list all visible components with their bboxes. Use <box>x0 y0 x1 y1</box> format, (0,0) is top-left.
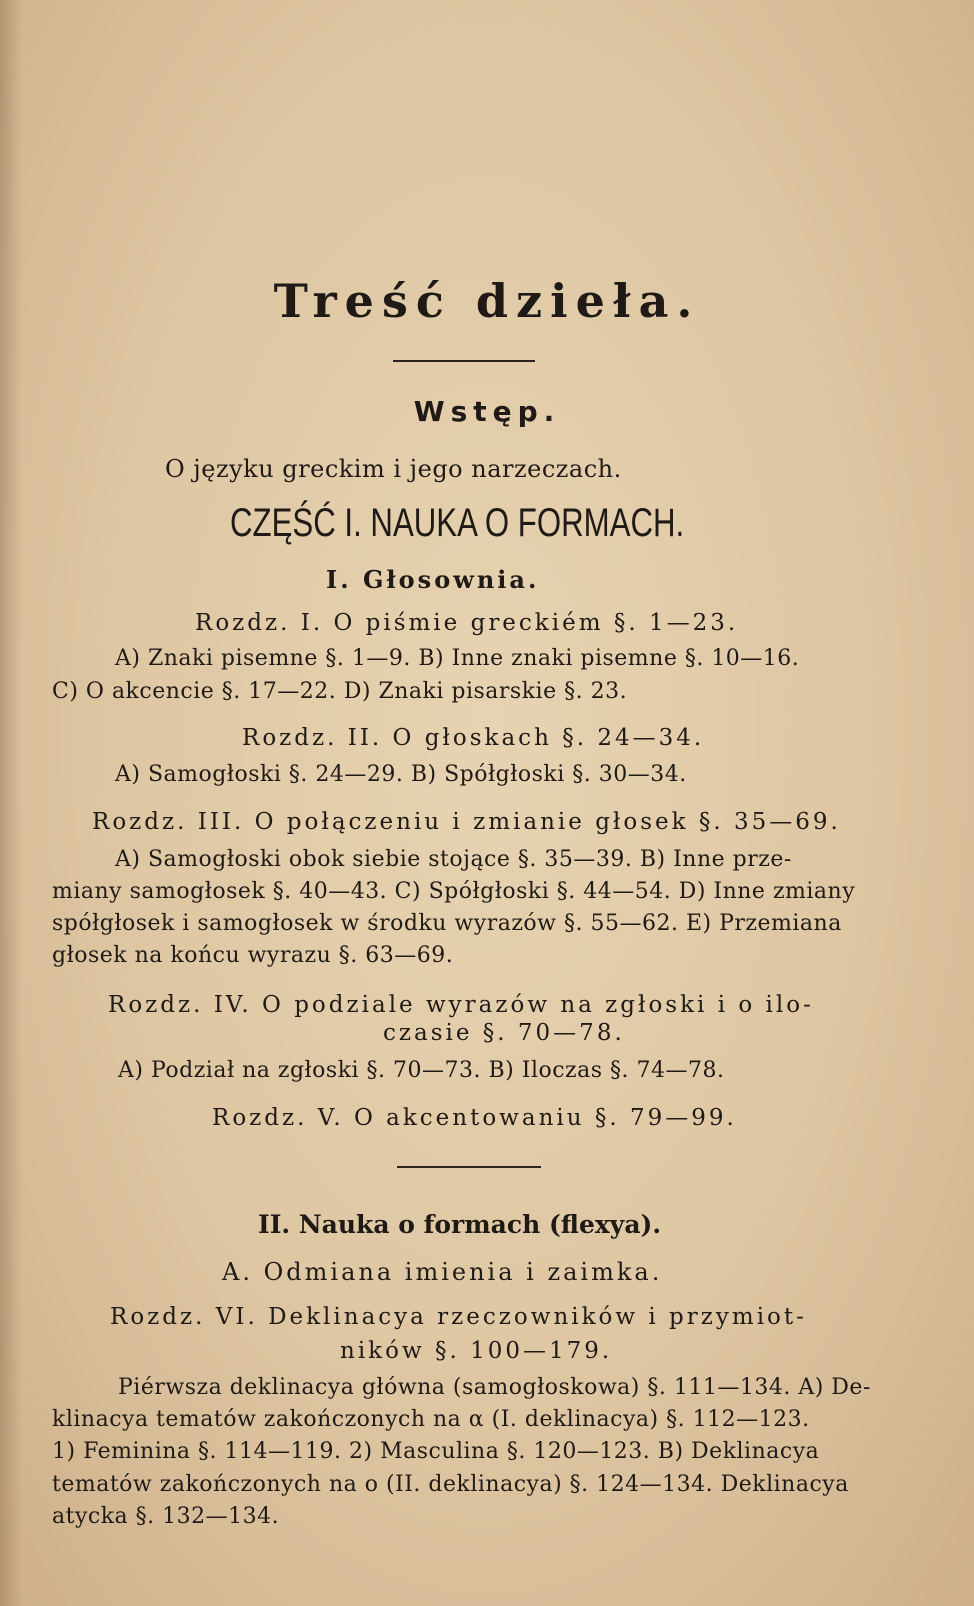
chapter-2-line-1: A) Samogłoski §. 24—29. B) Spółgłoski §. 30—34. <box>115 762 687 787</box>
chapter-1-line-1: A) Znaki pisemne §. 1—9. B) Inne znaki pisemne §. 10—16. <box>115 646 800 671</box>
title-divider <box>393 360 535 362</box>
chapter-6-title-line-2: ników §. 100—179. <box>340 1338 613 1364</box>
chapter-4-title-line-1: Rozdz. IV. O podziale wyrazów na zgłoski i o ilo- <box>108 992 814 1018</box>
section-1-heading: I. Głosownia. <box>326 565 540 594</box>
page-title: Treść dzieła. <box>273 274 701 328</box>
intro-heading: Wstęp. <box>413 395 561 428</box>
chapter-3-line-4: głosek na końcu wyrazu §. 63—69. <box>52 943 454 968</box>
chapter-4-title-line-2: czasie §. 70—78. <box>383 1020 625 1046</box>
chapter-6-title-line-1: Rozdz. VI. Deklinacya rzeczowników i przymiot- <box>110 1304 807 1330</box>
chapter-6-paragraph-line-1: Piérwsza deklinacya główna (samogłoskowa) §. 111—134. A) De- <box>118 1375 871 1400</box>
chapter-6-paragraph-line-3: 1) Feminina §. 114—119. 2) Masculina §. 120—123. B) Deklinacya <box>52 1439 820 1464</box>
section-divider <box>397 1166 541 1168</box>
chapter-6-paragraph-line-5: atycka §. 132—134. <box>52 1504 280 1529</box>
chapter-6-paragraph-line-4: tematów zakończonych na ο (II. deklinacya) §. 124—134. Deklinacya <box>52 1472 849 1497</box>
chapter-1-line-2: C) O akcencie §. 17—22. D) Znaki pisarskie §. 23. <box>52 679 628 704</box>
chapter-3-line-2: miany samogłosek §. 40—43. C) Spółgłoski §. 44—54. D) Inne zmiany <box>52 879 856 904</box>
part-heading: CZĘŚĆ I. NAUKA O FORMACH. <box>230 501 685 545</box>
chapter-4-line-1: A) Podział na zgłoski §. 70—73. B) Iloczas §. 74—78. <box>118 1058 725 1083</box>
chapter-3-line-1: A) Samogłoski obok siebie stojące §. 35—39. B) Inne prze- <box>115 847 792 872</box>
chapter-2-title: Rozdz. II. O głoskach §. 24—34. <box>242 725 705 751</box>
chapter-1-title: Rozdz. I. O piśmie greckiém §. 1—23. <box>195 610 739 636</box>
page-edge-shadow <box>0 0 22 1606</box>
chapter-5-title: Rozdz. V. O akcentowaniu §. 79—99. <box>212 1105 737 1131</box>
chapter-3-title: Rozdz. III. O połączeniu i zmianie głosek §. 35—69. <box>92 809 841 835</box>
chapter-6-paragraph-line-2: klinacya tematów zakończonych na α (I. deklinacya) §. 112—123. <box>52 1407 810 1432</box>
chapter-3-line-3: spółgłosek i samogłosek w środku wyrazów §. 55—62. E) Przemiana <box>52 911 842 936</box>
section-2-subheading: A. Odmiana imienia i zaimka. <box>222 1258 663 1286</box>
intro-line: O języku greckim i jego narzeczach. <box>165 455 622 483</box>
section-2-heading: II. Nauka o formach (flexya). <box>258 1210 662 1239</box>
